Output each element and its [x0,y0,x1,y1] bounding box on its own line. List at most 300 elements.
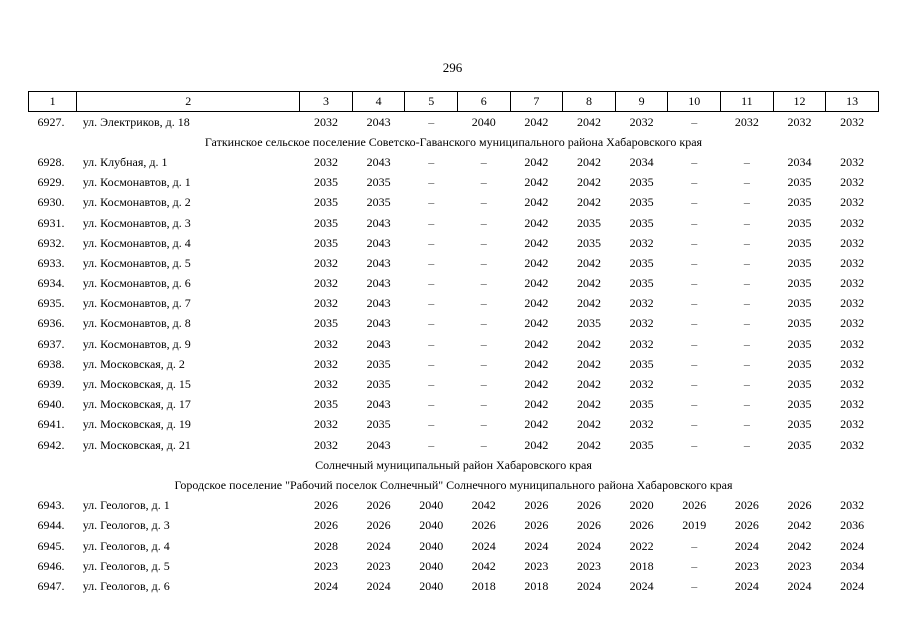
year-cell: – [691,154,698,169]
row-number: 6935. [37,296,65,311]
year-cell: 2032 [787,114,812,129]
year-cell: 2024 [366,578,391,593]
year-cell: 2032 [313,356,338,371]
year-cell: 2032 [840,417,865,432]
year-cell: 2035 [313,175,338,190]
year-cell: – [743,296,750,311]
year-cell: 2032 [629,417,654,432]
year-cell: 2035 [629,437,654,452]
year-cell: 2035 [577,235,602,250]
year-cell: 2026 [313,518,338,533]
header-cell: 7 [510,92,563,112]
year-cell: 2024 [787,578,812,593]
row-number: 6940. [37,397,65,412]
header-cell: 10 [668,92,721,112]
table-row [29,112,879,133]
year-cell: – [480,235,487,250]
year-cell: 2024 [840,538,865,553]
year-cell: 2032 [840,114,865,129]
year-cell: 2024 [577,578,602,593]
year-cell: – [743,255,750,270]
year-cell: 2042 [577,296,602,311]
section-row [29,132,879,152]
year-cell: 2026 [471,518,496,533]
address-cell: ул. Космонавтов, д. 2 [82,195,191,210]
table-body [29,112,879,597]
year-cell: 2022 [629,538,654,553]
row-number: 6945. [37,538,65,553]
year-cell: 2026 [577,498,602,513]
year-cell: 2035 [629,255,654,270]
year-cell: 2032 [734,114,759,129]
year-cell: 2035 [787,417,812,432]
year-cell: – [428,114,435,129]
address-cell: ул. Московская, д. 2 [82,356,185,371]
year-cell: 2032 [313,437,338,452]
year-cell: 2043 [366,316,391,331]
year-cell: 2042 [524,356,549,371]
year-cell: 2032 [629,377,654,392]
year-cell: – [480,437,487,452]
year-cell: – [691,336,698,351]
year-cell: 2042 [524,215,549,230]
year-cell: 2024 [734,538,759,553]
year-cell: – [480,175,487,190]
header-cell: 1 [29,92,77,112]
year-cell: 2032 [629,296,654,311]
year-cell: 2026 [524,518,549,533]
section-title: Городское поселение "Рабочий поселок Солнечный" Солнечного муниципального района Хабаровского края [174,477,733,492]
year-cell: 2035 [787,195,812,210]
year-cell: 2032 [629,235,654,250]
address-cell: ул. Космонавтов, д. 8 [82,316,191,331]
year-cell: 2042 [577,377,602,392]
row-number: 6933. [37,255,65,270]
address-cell: ул. Геологов, д. 1 [82,498,170,513]
year-cell: 2036 [840,518,865,533]
year-cell: 2035 [629,215,654,230]
year-cell: 2035 [313,316,338,331]
year-cell: – [428,276,435,291]
table-row [29,294,879,314]
year-cell: 2035 [313,397,338,412]
year-cell: 2026 [366,498,391,513]
year-cell: 2035 [787,356,812,371]
year-cell: 2034 [787,154,812,169]
year-cell: 2042 [524,255,549,270]
year-cell: – [691,255,698,270]
year-cell: – [480,316,487,331]
year-cell: – [691,175,698,190]
year-cell: 2042 [524,417,549,432]
row-number: 6927. [37,114,65,129]
year-cell: 2035 [787,437,812,452]
address-cell: ул. Космонавтов, д. 9 [82,336,191,351]
table-row [29,496,879,516]
address-cell: ул. Космонавтов, д. 6 [82,276,191,291]
header-cell: 3 [300,92,353,112]
year-cell: – [691,215,698,230]
year-cell: 2042 [787,518,812,533]
year-cell: 2043 [366,215,391,230]
data-table [28,91,879,597]
year-cell: 2043 [366,255,391,270]
year-cell: 2040 [419,558,444,573]
year-cell: 2035 [787,296,812,311]
year-cell: – [480,356,487,371]
year-cell: – [428,417,435,432]
row-number: 6943. [37,498,65,513]
address-cell: ул. Космонавтов, д. 1 [82,175,191,190]
address-cell: ул. Геологов, д. 6 [82,578,170,593]
year-cell: 2032 [840,437,865,452]
year-cell: 2042 [524,114,549,129]
year-cell: – [743,377,750,392]
year-cell: – [743,235,750,250]
year-cell: – [428,195,435,210]
header-cell: 12 [773,92,826,112]
year-cell: 2026 [734,498,759,513]
year-cell: – [428,336,435,351]
table-row [29,253,879,273]
year-cell: 2035 [629,175,654,190]
year-cell: – [691,417,698,432]
year-cell: – [743,195,750,210]
year-cell: 2035 [787,215,812,230]
section-title: Солнечный муниципальный район Хабаровского края [315,457,592,472]
year-cell: 2032 [840,498,865,513]
year-cell: 2032 [840,195,865,210]
table-row [29,173,879,193]
year-cell: – [691,235,698,250]
year-cell: 2035 [787,316,812,331]
year-cell: 2026 [366,518,391,533]
year-cell: 2035 [629,276,654,291]
year-cell: 2042 [577,336,602,351]
address-cell: ул. Геологов, д. 4 [82,538,170,553]
row-number: 6944. [37,518,65,533]
year-cell: – [480,296,487,311]
page-number: 296 [442,60,463,75]
year-cell: 2032 [313,154,338,169]
year-cell: 2035 [313,235,338,250]
year-cell: 2032 [840,255,865,270]
year-cell: 2035 [629,356,654,371]
table-row [29,314,879,334]
year-cell: – [691,437,698,452]
year-cell: 2024 [524,538,549,553]
row-number: 6931. [37,215,65,230]
header-cell: 8 [563,92,616,112]
year-cell: 2018 [524,578,549,593]
year-cell: 2032 [840,336,865,351]
year-cell: – [480,195,487,210]
year-cell: 2024 [734,578,759,593]
year-cell: 2018 [471,578,496,593]
year-cell: 2043 [366,114,391,129]
table-row [29,213,879,233]
year-cell: – [480,215,487,230]
year-cell: 2042 [577,276,602,291]
year-cell: – [743,397,750,412]
year-cell: 2042 [524,154,549,169]
year-cell: – [743,417,750,432]
year-cell: 2032 [840,316,865,331]
year-cell: 2032 [629,336,654,351]
year-cell: 2026 [524,498,549,513]
year-cell: 2042 [577,397,602,412]
row-number: 6946. [37,558,65,573]
address-cell: ул. Московская, д. 19 [82,417,191,432]
year-cell: 2035 [787,377,812,392]
year-cell: 2040 [419,518,444,533]
year-cell: 2035 [366,377,391,392]
year-cell: – [480,276,487,291]
year-cell: 2035 [313,195,338,210]
year-cell: 2035 [366,175,391,190]
year-cell: 2026 [577,518,602,533]
year-cell: – [428,255,435,270]
year-cell: 2032 [629,316,654,331]
address-cell: ул. Московская, д. 15 [82,377,191,392]
year-cell: 2032 [840,235,865,250]
year-cell: 2032 [313,336,338,351]
year-cell: – [480,255,487,270]
year-cell: 2040 [419,498,444,513]
year-cell: 2019 [682,518,707,533]
year-cell: 2042 [577,437,602,452]
year-cell: 2042 [577,175,602,190]
year-cell: 2042 [524,195,549,210]
row-number: 6939. [37,377,65,392]
address-cell: ул. Электриков, д. 18 [82,114,190,129]
address-cell: ул. Космонавтов, д. 4 [82,235,191,250]
year-cell: – [428,397,435,412]
year-cell: 2042 [524,437,549,452]
table-row [29,415,879,435]
table-row [29,193,879,213]
year-cell: 2042 [524,336,549,351]
year-cell: – [691,538,698,553]
year-cell: – [691,316,698,331]
year-cell: 2035 [366,417,391,432]
address-cell: ул. Московская, д. 17 [82,397,191,412]
year-cell: 2032 [840,175,865,190]
year-cell: 2032 [840,296,865,311]
year-cell: – [691,377,698,392]
year-cell: – [480,336,487,351]
year-cell: – [691,114,698,129]
year-cell: 2032 [313,255,338,270]
year-cell: – [480,154,487,169]
row-number: 6942. [37,437,65,452]
year-cell: 2024 [840,578,865,593]
year-cell: 2026 [734,518,759,533]
year-cell: 2042 [577,255,602,270]
table-row [29,152,879,172]
row-number: 6941. [37,417,65,432]
year-cell: 2042 [524,175,549,190]
year-cell: 2035 [787,336,812,351]
header-cell: 9 [615,92,668,112]
year-cell: 2032 [840,154,865,169]
address-cell: ул. Космонавтов, д. 3 [82,215,191,230]
year-cell: – [743,276,750,291]
year-cell: 2035 [366,195,391,210]
year-cell: 2043 [366,235,391,250]
year-cell: – [428,316,435,331]
table-row [29,516,879,536]
table-row [29,274,879,294]
year-cell: 2026 [787,498,812,513]
table-row [29,395,879,415]
row-number: 6932. [37,235,65,250]
section-row [29,455,879,475]
year-cell: 2026 [313,498,338,513]
year-cell: 2042 [524,235,549,250]
year-cell: 2043 [366,397,391,412]
address-cell: ул. Космонавтов, д. 5 [82,255,191,270]
year-cell: 2042 [524,316,549,331]
year-cell: 2032 [313,296,338,311]
table-row [29,374,879,394]
year-cell: 2023 [524,558,549,573]
year-cell: 2042 [787,538,812,553]
year-cell: 2042 [577,356,602,371]
year-cell: – [691,578,698,593]
year-cell: 2035 [787,175,812,190]
year-cell: – [480,417,487,432]
table-row [29,435,879,455]
address-cell: ул. Московская, д. 21 [82,437,191,452]
year-cell: – [428,175,435,190]
year-cell: 2032 [840,356,865,371]
year-cell: 2042 [524,276,549,291]
year-cell: 2035 [366,356,391,371]
row-number: 6930. [37,195,65,210]
year-cell: – [743,356,750,371]
year-cell: 2023 [366,558,391,573]
year-cell: 2032 [313,417,338,432]
year-cell: 2032 [629,114,654,129]
header-cell: 6 [458,92,511,112]
address-cell: ул. Космонавтов, д. 7 [82,296,191,311]
year-cell: 2035 [629,397,654,412]
year-cell: 2020 [629,498,654,513]
address-cell: ул. Геологов, д. 3 [82,518,170,533]
year-cell: – [428,377,435,392]
year-cell: 2032 [840,377,865,392]
year-cell: 2042 [577,114,602,129]
year-cell: 2032 [840,397,865,412]
table-row [29,556,879,576]
header-row [29,92,879,112]
row-number: 6928. [37,154,65,169]
year-cell: – [480,377,487,392]
year-cell: – [691,558,698,573]
year-cell: 2042 [524,377,549,392]
year-cell: 2043 [366,276,391,291]
row-number: 6934. [37,276,65,291]
row-number: 6937. [37,336,65,351]
header-cell: 11 [721,92,774,112]
year-cell: 2024 [471,538,496,553]
year-cell: – [691,356,698,371]
header-cell: 4 [352,92,405,112]
row-number: 6936. [37,316,65,331]
year-cell: – [743,336,750,351]
year-cell: – [428,154,435,169]
address-cell: ул. Геологов, д. 5 [82,558,170,573]
year-cell: 2032 [840,215,865,230]
year-cell: 2024 [366,538,391,553]
year-cell: 2035 [787,397,812,412]
year-cell: 2026 [682,498,707,513]
year-cell: – [428,356,435,371]
row-number: 6947. [37,578,65,593]
year-cell: – [428,437,435,452]
year-cell: 2023 [577,558,602,573]
header-cell: 2 [77,92,300,112]
year-cell: 2024 [313,578,338,593]
year-cell: 2043 [366,296,391,311]
year-cell: 2034 [840,558,865,573]
year-cell: 2034 [629,154,654,169]
year-cell: 2032 [840,276,865,291]
year-cell: – [428,215,435,230]
year-cell: – [743,316,750,331]
year-cell: 2042 [577,154,602,169]
year-cell: 2024 [577,538,602,553]
year-cell: 2035 [313,215,338,230]
row-number: 6929. [37,175,65,190]
year-cell: 2040 [419,578,444,593]
header-cell: 5 [405,92,458,112]
year-cell: – [691,195,698,210]
year-cell: 2032 [313,276,338,291]
year-cell: 2042 [524,296,549,311]
year-cell: 2040 [419,538,444,553]
year-cell: – [743,175,750,190]
year-cell: 2018 [629,558,654,573]
table-row [29,576,879,596]
year-cell: 2026 [629,518,654,533]
year-cell: 2042 [524,397,549,412]
year-cell: 2035 [577,215,602,230]
year-cell: – [428,235,435,250]
year-cell: 2024 [629,578,654,593]
year-cell: 2042 [577,417,602,432]
year-cell: 2042 [471,558,496,573]
year-cell: 2035 [787,276,812,291]
year-cell: – [428,296,435,311]
year-cell: 2032 [313,377,338,392]
table-row [29,354,879,374]
year-cell: 2028 [313,538,338,553]
year-cell: 2042 [577,195,602,210]
year-cell: 2042 [471,498,496,513]
header-cell: 13 [826,92,879,112]
year-cell: 2035 [629,195,654,210]
year-cell: – [480,397,487,412]
year-cell: – [743,437,750,452]
year-cell: 2035 [577,316,602,331]
row-number: 6938. [37,356,65,371]
year-cell: 2043 [366,154,391,169]
year-cell: 2023 [313,558,338,573]
year-cell: 2035 [787,235,812,250]
table-row [29,536,879,556]
